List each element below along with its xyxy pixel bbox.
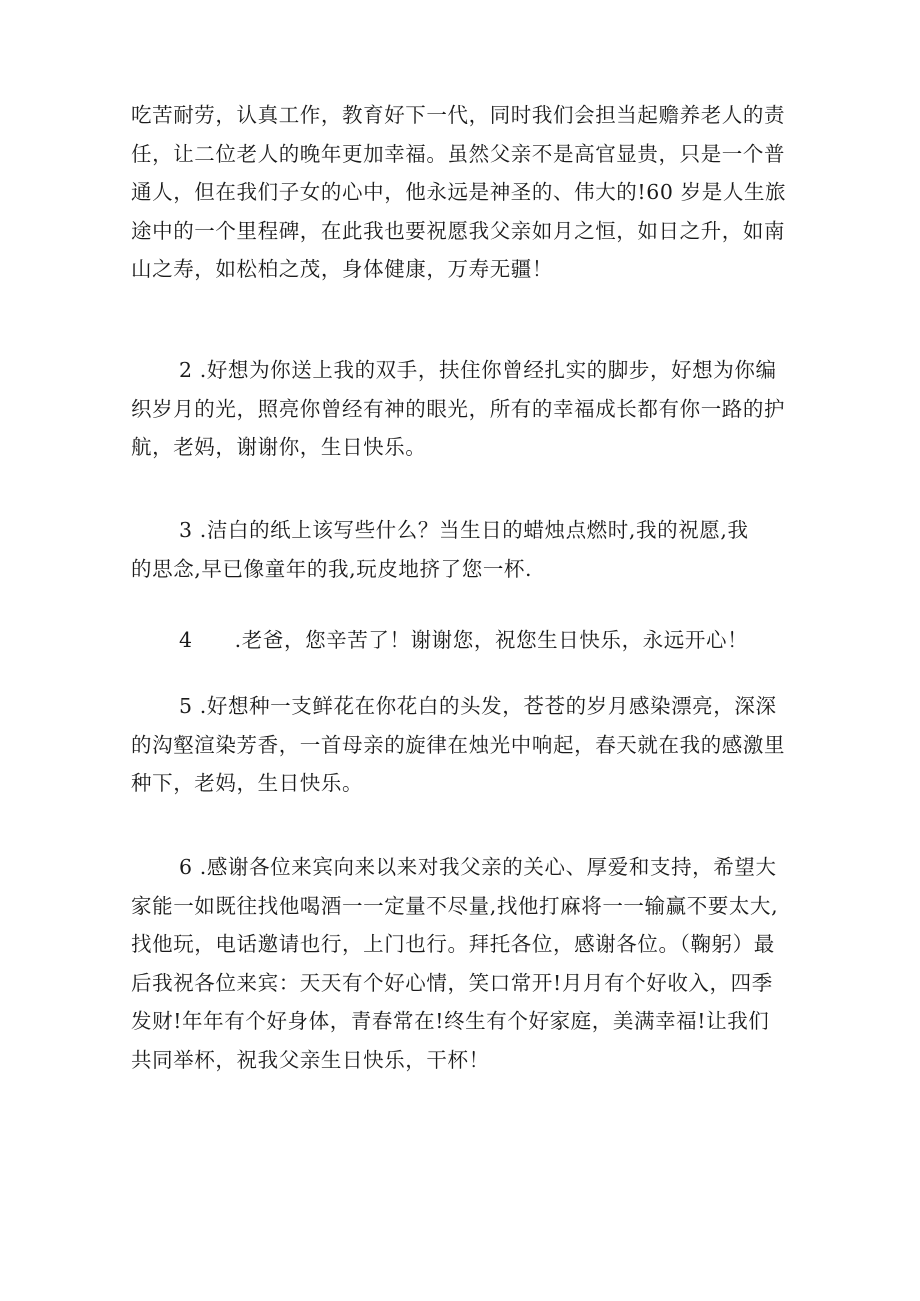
paragraph-5 (131, 687, 786, 803)
text-line: 家能一如既往找他喝酒一一定量不尽量,找他打麻将一一输赢不要太大, (131, 893, 779, 918)
text-line: 任，让二位老人的晚年更加幸福。虽然父亲不是高官显贵，只是一个普 (131, 141, 786, 166)
paragraph-3 (131, 511, 771, 588)
paragraph-2 (131, 351, 786, 467)
paragraph-text: .老爸，您辛苦了！谢谢您，祝您生日快乐，永远开心！ (234, 628, 749, 652)
text-line: 种下，老妈，生日快乐。 (131, 771, 364, 795)
text-line: 的思念,早已像童年的我,玩皮地挤了您一杯. (131, 556, 533, 581)
text-line: 织岁月的光，照亮你曾经有神的眼光，所有的幸福成长都有你一路的护 (131, 396, 786, 421)
text-line: 通人，但在我们子女的心中，他永远是神圣的、伟大的!60 岁是人生旅 (131, 180, 787, 204)
text-line: 找他玩，电话邀请也行，上门也行。拜托各位，感谢各位。（鞠躬）最 (131, 932, 775, 956)
text-line: 发财!年年有个好身体，青春常在!终生有个好家庭，美满幸福!让我们 (131, 1009, 770, 1033)
text-line: 途中的一个里程碑，在此我也要祝愿我父亲如月之恒，如日之升，如南 (131, 218, 786, 243)
text-line: 2 .好想为你送上我的双手，扶住你曾经扎实的脚步，好想为你编 (179, 358, 777, 382)
text-line: 山之寿，如松柏之茂，身体健康，万寿无疆！ (131, 257, 553, 281)
text-line (131, 621, 771, 660)
text-line: 5 .好想种一支鲜花在你花白的头发，苍苍的岁月感染漂亮，深深 (179, 694, 777, 718)
text-line: 6 .感谢各位来宾向来以来对我父亲的关心、厚爱和支持，希望大 (179, 855, 777, 879)
text-line: 3 .洁白的纸上该写些什么？当生日的蜡烛点燃时,我的祝愿,我 (179, 518, 749, 542)
text-line: 后我祝各位来宾：天天有个好心情，笑口常开!月月有个好收入，四季 (131, 970, 773, 995)
text-line: 航，老妈，谢谢你，生日快乐。 (131, 435, 427, 459)
text-line: 吃苦耐劳，认真工作，教育好下一代，同时我们会担当起赡养老人的责 (131, 103, 786, 127)
text-line: 的沟壑渲染芳香，一首母亲的旋律在烛光中响起，春天就在我的感激里 (131, 732, 786, 757)
paragraph-number: 4 (179, 628, 193, 652)
paragraph-6 (131, 848, 779, 1079)
text-line: 共同举杯，祝我父亲生日快乐，干杯！ (131, 1047, 490, 1072)
paragraph-continuation (131, 96, 787, 289)
paragraph-4 (131, 621, 771, 660)
